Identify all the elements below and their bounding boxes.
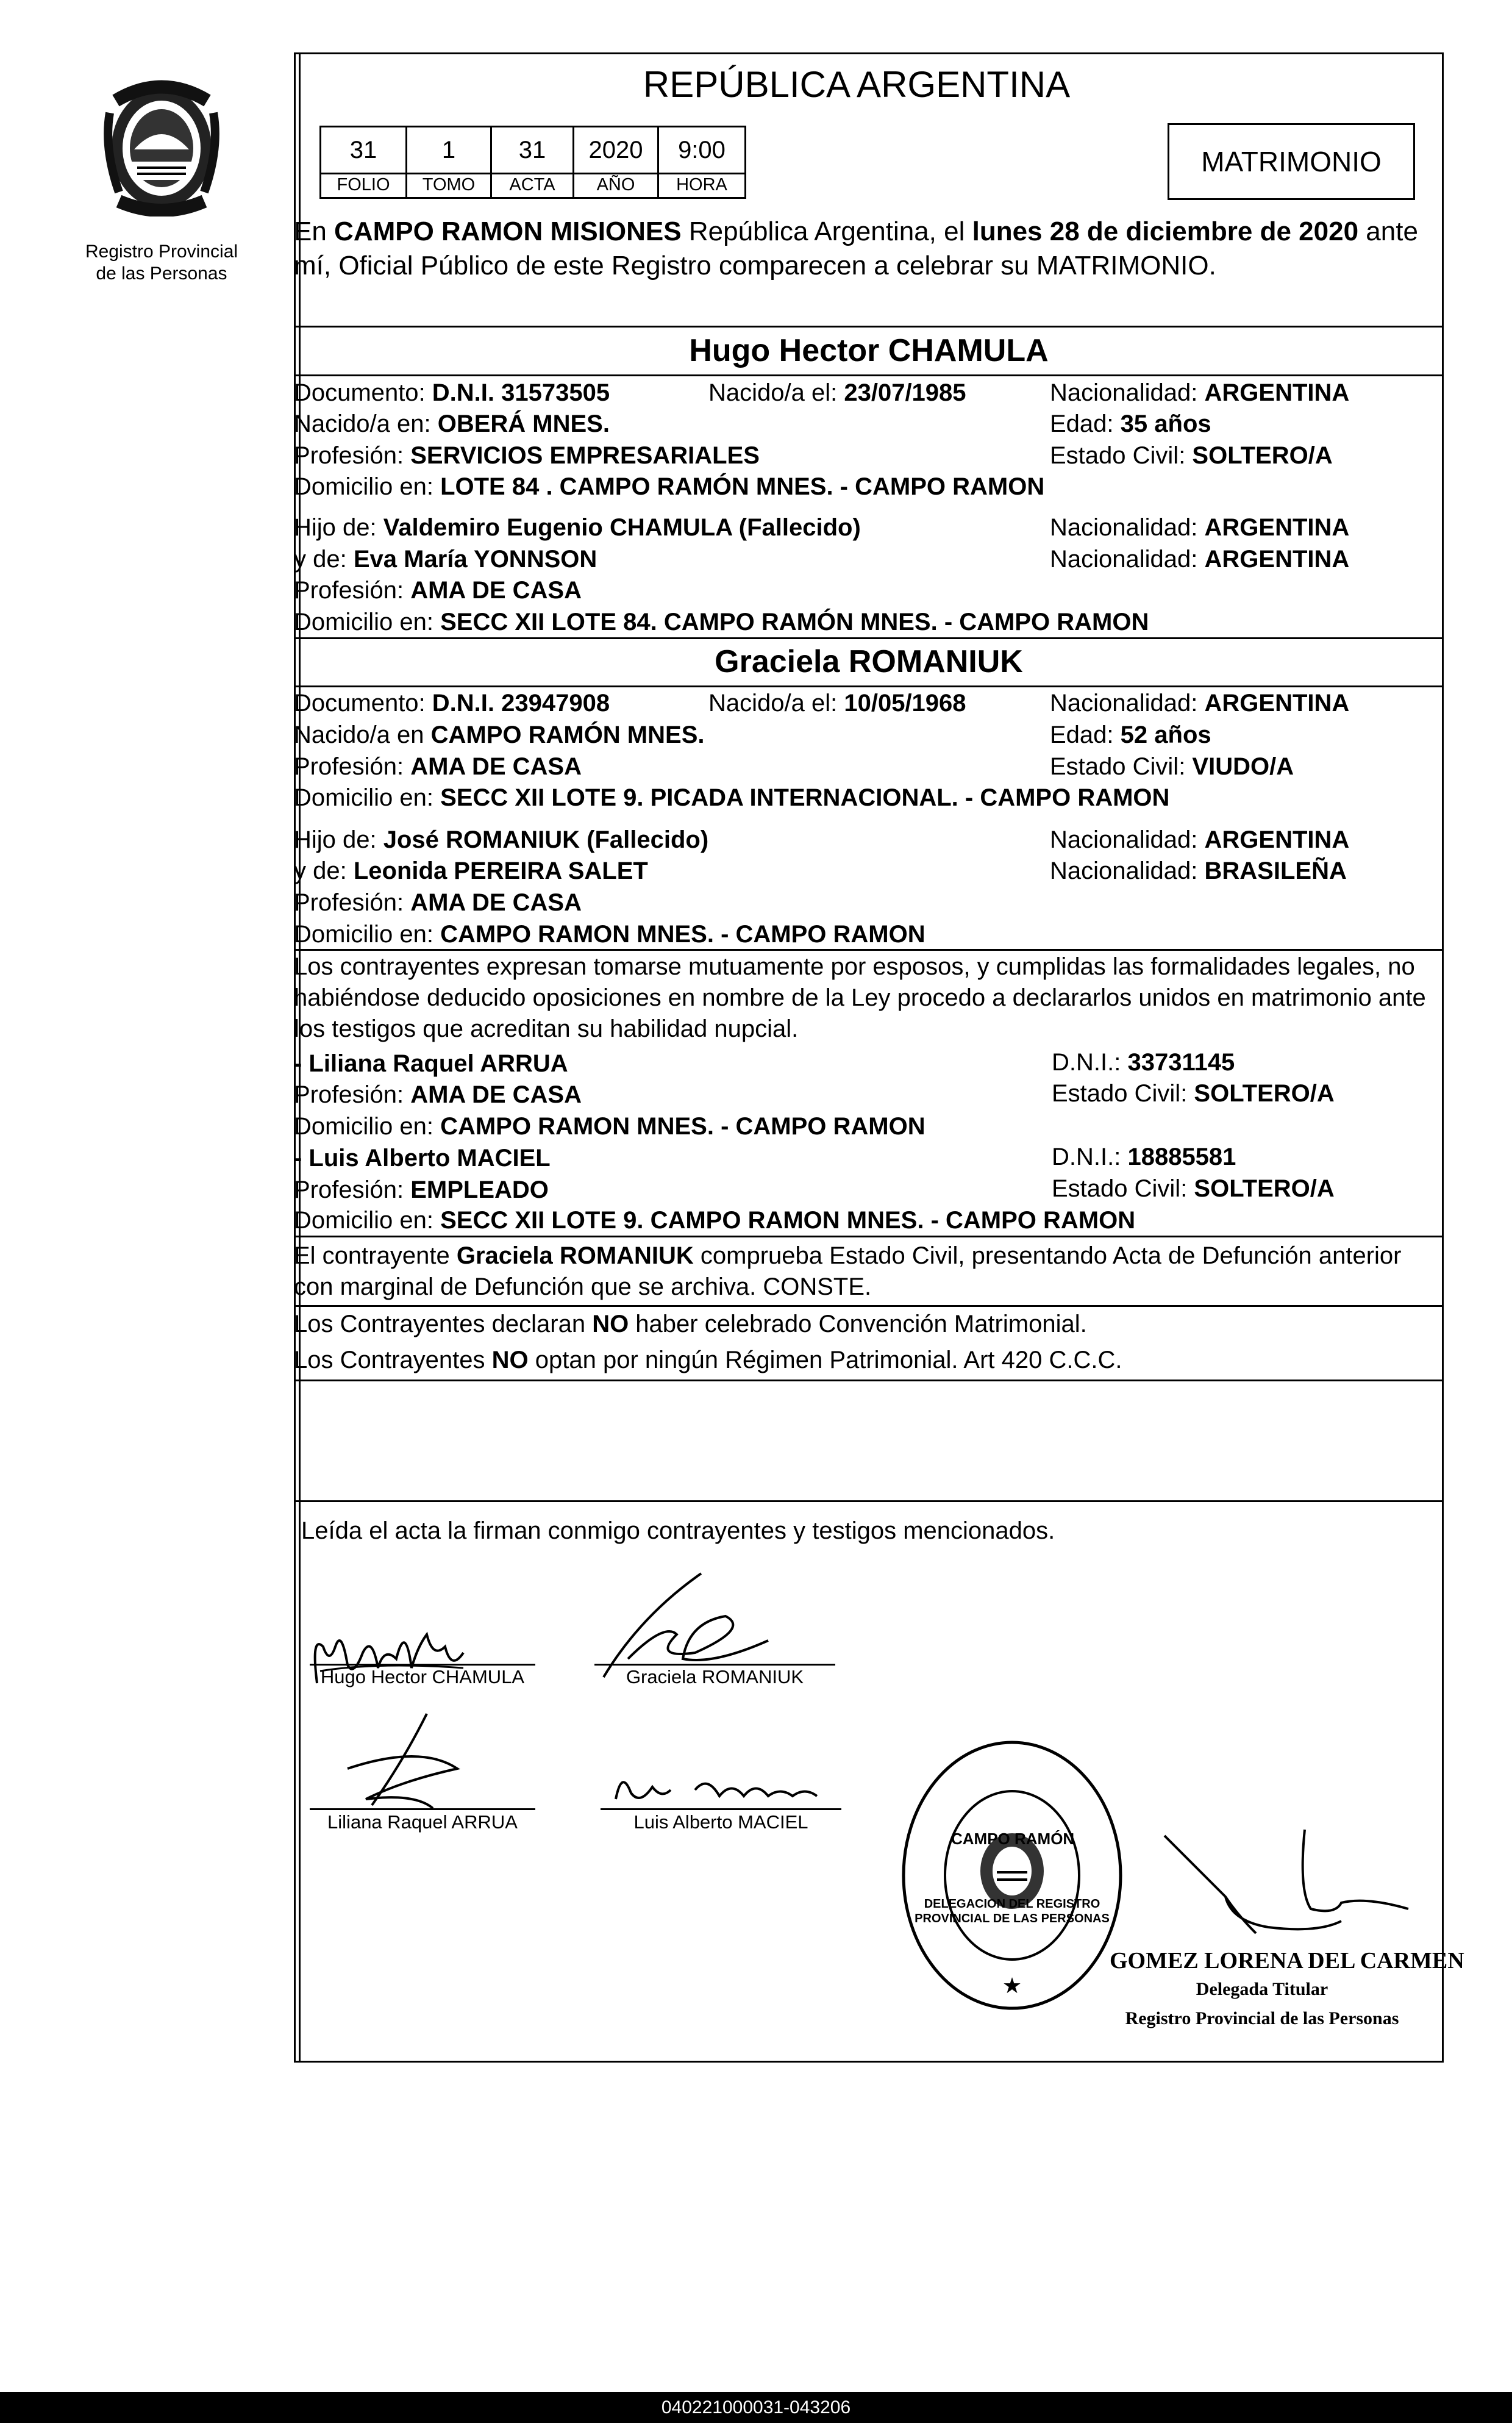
spouse1-profession: Profesión: SERVICIOS EMPRESARIALES	[294, 442, 760, 469]
svg-text:★: ★	[1002, 1974, 1022, 1999]
witness2-address: Domicilio en: SECC XII LOTE 9. CAMPO RAMON MNES. - CAMPO RAMON	[294, 1207, 1136, 1234]
divider	[294, 637, 1444, 639]
spouse2-birthplace: Nacido/a en CAMPO RAMÓN MNES.	[294, 721, 705, 748]
officer-title: Delegada Titular	[1196, 1979, 1328, 1999]
witness1-dni: D.N.I.: 33731145	[1052, 1049, 1235, 1076]
declaration-line1: Los contrayentes expresan tomarse mutuamente por esposos, y cumplidas las formalidades legales, no	[294, 953, 1415, 980]
intro-line1: En CAMPO RAMON MISIONES República Argentina, el lunes 28 de diciembre de 2020 ante	[294, 217, 1418, 246]
witness1-address: Domicilio en: CAMPO RAMON MNES. - CAMPO RAMON	[294, 1113, 925, 1140]
logo-label-line1: Registro Provincial	[85, 242, 238, 262]
officer-organization: Registro Provincial de las Personas	[1125, 2008, 1399, 2028]
signature-scribble-liliana	[329, 1708, 488, 1817]
civil-status-note-line1: El contrayente Graciela ROMANIUK comprueba Estado Civil, presentando Acta de Defunción anterior	[294, 1242, 1402, 1269]
page-title: REPÚBLICA ARGENTINA	[643, 64, 1071, 105]
provincial-logo	[91, 76, 232, 217]
signature-line	[310, 1664, 535, 1666]
spouse1-mother-nationality: Nacionalidad: ARGENTINA	[1050, 546, 1350, 573]
spouse2-mother: y de: Leonida PEREIRA SALET	[294, 857, 648, 884]
spouse1-parent-profession: Profesión: AMA DE CASA	[294, 577, 582, 604]
signature-scribble-officer	[1158, 1817, 1421, 1945]
divider	[294, 374, 1444, 376]
regime-line2: Los Contrayentes NO optan por ningún Régimen Patrimonial. Art 420 C.C.C.	[294, 1347, 1122, 1373]
divider	[294, 1305, 1444, 1307]
civil-status-note-line2: con marginal de Defunción que se archiva. CONSTE.	[294, 1273, 872, 1300]
declaration-line3: los testigos que acreditan su habilidad nupcial.	[294, 1015, 799, 1042]
seal-inner-text: CAMPO RAMÓN	[951, 1830, 1075, 1848]
intro-date: lunes 28 de diciembre de 2020	[972, 217, 1359, 246]
spouse2-address: Domicilio en: SECC XII LOTE 9. PICADA INTERNACIONAL. - CAMPO RAMON	[294, 784, 1170, 811]
witness1-profession: Profesión: AMA DE CASA	[294, 1081, 582, 1108]
spouse1-name: Hugo Hector CHAMULA	[689, 333, 1049, 368]
seal-outer-text: DELEGACION DEL REGISTRO PROVINCIAL DE LAS PERSONAS	[915, 1897, 1110, 1925]
spouse1-nationality: Nacionalidad: ARGENTINA	[1050, 379, 1350, 406]
witness2-name: - Luis Alberto MACIEL	[294, 1145, 551, 1172]
spouse2-parent-address: Domicilio en: CAMPO RAMON MNES. - CAMPO RAMON	[294, 921, 925, 948]
official-seal-icon	[899, 1738, 1125, 2013]
spouse1-document: Documento: D.N.I. 31573505	[294, 379, 610, 406]
signature-name-liliana: Liliana Raquel ARRUA	[327, 1811, 518, 1833]
spouse1-age: Edad: 35 años	[1050, 410, 1211, 437]
signature-line	[601, 1808, 841, 1810]
declaration-line2: habiéndose deducido oposiciones en nombre de la Ley procedo a declararlos unidos en matrimonio ante	[294, 984, 1426, 1011]
witness2-civil-status: Estado Civil: SOLTERO/A	[1052, 1175, 1335, 1202]
footer-code: 040221000031-043206	[661, 2397, 851, 2418]
spouse2-mother-nationality: Nacionalidad: BRASILEÑA	[1050, 857, 1347, 884]
registry-cell-tomo: 1 TOMO	[405, 126, 492, 199]
signature-name-hugo: Hugo Hector CHAMULA	[320, 1666, 525, 1688]
record-type: MATRIMONIO	[1201, 146, 1382, 177]
registry-cell-folio: 31 FOLIO	[319, 126, 407, 199]
witness2-dni: D.N.I.: 18885581	[1052, 1143, 1236, 1170]
officer-name: GOMEZ LORENA DEL CARMEN	[1110, 1948, 1464, 1974]
divider	[294, 1236, 1444, 1237]
spouse2-profession: Profesión: AMA DE CASA	[294, 753, 582, 780]
spouse2-age: Edad: 52 años	[1050, 721, 1211, 748]
witness1-civil-status: Estado Civil: SOLTERO/A	[1052, 1080, 1335, 1107]
spouse1-birthplace: Nacido/a en: OBERÁ MNES.	[294, 410, 610, 437]
divider	[294, 949, 1444, 951]
logo-label	[61, 241, 262, 285]
intro-place: CAMPO RAMON MISIONES	[334, 217, 682, 246]
spouse1-father: Hijo de: Valdemiro Eugenio CHAMULA (Fallecido)	[294, 514, 861, 541]
signature-line	[310, 1808, 535, 1810]
divider	[294, 1380, 1444, 1381]
registry-cell-hora: 9:00 HORA	[657, 126, 746, 199]
footer-bar	[0, 2392, 1512, 2423]
logo-label-line2: de las Personas	[96, 263, 227, 284]
witness2-profession: Profesión: EMPLEADO	[294, 1176, 549, 1203]
regime-line1: Los Contrayentes declaran NO haber celebrado Convención Matrimonial.	[294, 1311, 1087, 1337]
spouse2-name: Graciela ROMANIUK	[715, 644, 1023, 679]
divider	[294, 326, 1444, 327]
closing-statement: Leída el acta la firman conmigo contrayentes y testigos mencionados.	[301, 1517, 1055, 1544]
spouse1-mother: y de: Eva María YONNSON	[294, 546, 597, 573]
spouse1-parent-address: Domicilio en: SECC XII LOTE 84. CAMPO RAMÓN MNES. - CAMPO RAMON	[294, 609, 1149, 635]
signature-name-graciela: Graciela ROMANIUK	[626, 1666, 804, 1688]
spouse2-born: Nacido/a el: 10/05/1968	[708, 690, 966, 717]
registry-cell-acta: 31 ACTA	[490, 126, 574, 199]
registry-cell-anio: 2020 AÑO	[572, 126, 659, 199]
record-type-box	[1168, 123, 1415, 200]
spouse2-parent-profession: Profesión: AMA DE CASA	[294, 889, 582, 916]
spouse1-father-nationality: Nacionalidad: ARGENTINA	[1050, 514, 1350, 541]
spouse2-father-nationality: Nacionalidad: ARGENTINA	[1050, 826, 1350, 853]
signature-name-luis: Luis Alberto MACIEL	[633, 1811, 808, 1833]
divider	[294, 1500, 1444, 1502]
spouse1-civil-status: Estado Civil: SOLTERO/A	[1050, 442, 1333, 469]
spouse2-civil-status: Estado Civil: VIUDO/A	[1050, 753, 1294, 780]
intro-line2: mí, Oficial Público de este Registro comparecen a celebrar su MATRIMONIO.	[294, 251, 1216, 281]
spouse1-address: Domicilio en: LOTE 84 . CAMPO RAMÓN MNES. - CAMPO RAMON	[294, 473, 1045, 500]
spouse2-nationality: Nacionalidad: ARGENTINA	[1050, 690, 1350, 717]
spouse2-document: Documento: D.N.I. 23947908	[294, 690, 610, 717]
signature-line	[594, 1664, 835, 1666]
divider	[294, 685, 1444, 687]
spouse2-father: Hijo de: José ROMANIUK (Fallecido)	[294, 826, 709, 853]
spouse1-born: Nacido/a el: 23/07/1985	[708, 379, 966, 406]
witness1-name: - Liliana Raquel ARRUA	[294, 1050, 568, 1077]
misiones-seal-icon	[91, 76, 232, 217]
